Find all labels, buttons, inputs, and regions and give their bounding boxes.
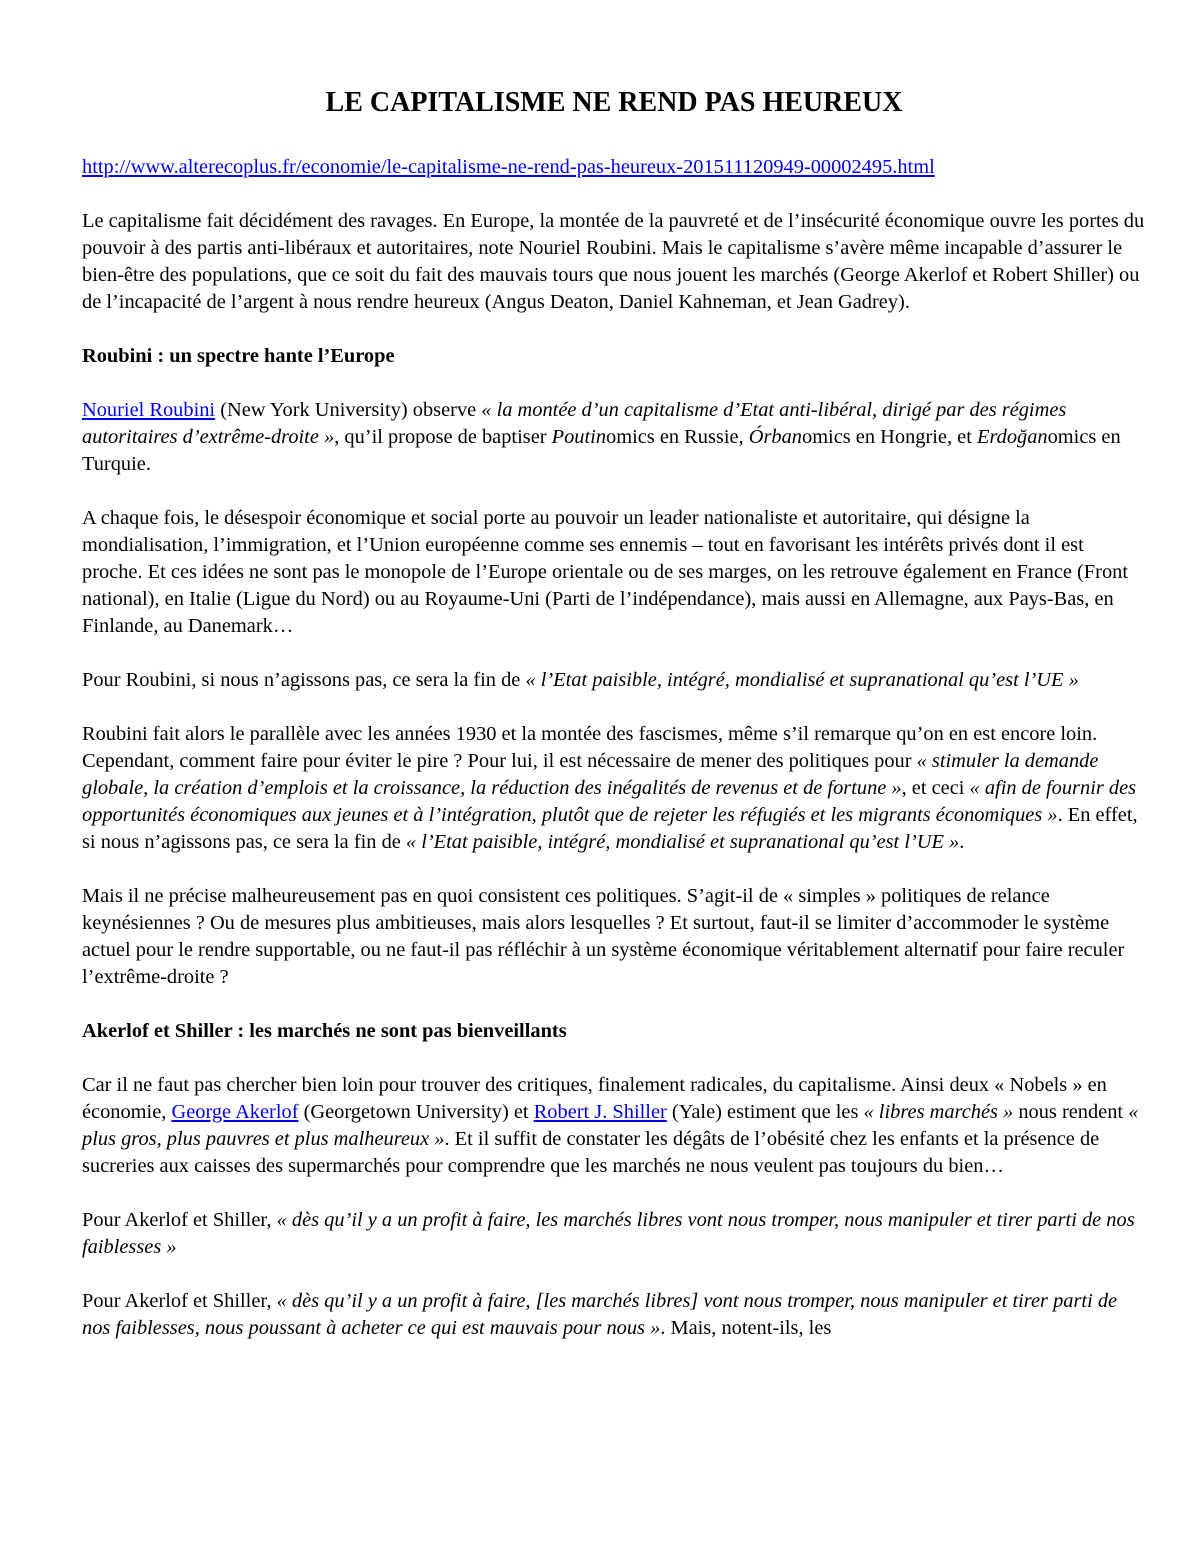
text-span: , et ceci [901,777,970,799]
roubini-paragraph-4 [82,721,1146,856]
intro-paragraph: Le capitalisme fait décidément des ravages. En Europe, la montée de la pauvreté et de l’insécurité économique ouvre les portes du pouvoir à des partis anti-libéraux et autoritaires, note Nouriel Roubini. Mais le capitalisme s’avère même incapable d’assurer le bien-être des populations, que ce soit du fait des mauvais tours que nous jouent les marchés (George Akerlof et Robert Shiller) ou de l’incapacité de l’argent à nous rendre heureux (Angus Deaton, Daniel Kahneman, et Jean Gadrey). [82,210,1145,313]
roubini-paragraph-3 [82,667,1146,694]
text-span: (Georgetown University) et [298,1101,534,1123]
text-span: . [959,831,965,853]
george-akerlof-link[interactable]: George Akerlof [171,1101,299,1123]
text-span: . En effet, si nous n’agissons pas, ce sera la fin de [82,804,1138,853]
text-span: Pour Roubini, si nous n’agissons pas, ce sera la fin de [82,669,526,691]
text-span: nous rendent [1013,1101,1129,1123]
roubini-paragraph-1 [82,397,1146,478]
roubini-paragraph-2: A chaque fois, le désespoir économique et social porte au pouvoir un leader nationaliste et autoritaire, qui désigne la mondialisation, l’immigration, et l’Union européenne comme ses ennemis – tout en favorisant les intérêts privés dont il est proche. Et ces idées ne sont pas le monopole de l’Europe orientale ou de ses marges, on les retrouve également en France (Front national), en Italie (Ligue du Nord) ou au Royaume-Uni (Parti de l’indépendance), mais aussi en Allemagne, aux Pays-Bas, en Finlande, au Danemark… [82,507,1128,637]
text-span: omics en Turquie. [82,426,1121,475]
quote-span: « dès qu’il y a un profit à faire, [les marchés libres] vont nous tromper, nous manipuler et tirer parti de nos faiblesses, nous poussant à acheter ce qui est mauvais pour nous » [82,1290,1118,1339]
text-span: , qu’il propose de baptiser [334,426,552,448]
text-span: (New York University) observe [215,399,482,421]
source-url-link[interactable]: http://www.alterecoplus.fr/economie/le-capitalisme-ne-rend-pas-heureux-201511120949-00002495.html [82,156,935,178]
text-span: omics en Russie, [606,426,749,448]
text-span: . Mais, notent-ils, les [660,1317,832,1339]
robert-shiller-link[interactable]: Robert J. Shiller [533,1101,667,1123]
akerlof-paragraph-3 [82,1288,1146,1342]
quote-span: « la montée d’un capitalisme d’Etat anti-libéral, dirigé par des régimes autoritaires d’extrême-droite » [82,399,1067,448]
emphasis-span: Poutin [551,426,607,448]
text-span: Pour Akerlof et Shiller, [82,1209,277,1231]
emphasis-span: Erdoğan [976,426,1048,448]
emphasis-span: Órban [748,426,802,448]
section-heading-akerlof-shiller: Akerlof et Shiller : les marchés ne sont pas bienveillants [82,1020,567,1042]
text-span: omics en Hongrie, et [802,426,977,448]
akerlof-paragraph-1 [82,1072,1146,1180]
text-span: Roubini fait alors le parallèle avec les années 1930 et la montée des fascismes, même s’il remarque qu’on en est encore loin. Cependant, comment faire pour éviter le pire ? Pour lui, il est nécessaire de mener des politiques pour [82,723,1098,772]
document-title: LE CAPITALISME NE REND PAS HEUREUX [325,87,903,118]
nouriel-roubini-link[interactable]: Nouriel Roubini [82,399,216,421]
akerlof-paragraph-2 [82,1207,1146,1261]
quote-span: « l’Etat paisible, intégré, mondialisé et supranational qu’est l’UE » [525,669,1079,691]
text-span: Car il ne faut pas chercher bien loin pour trouver des critiques, finalement radicales, du capitalisme. Ainsi deux « Nobels » en économie, [82,1074,1107,1123]
quote-span: « afin de fournir des opportunités économiques aux jeunes et à l’intégration, plutôt que de rejeter les réfugiés et les migrants économiques » [82,777,1137,826]
text-span: Pour Akerlof et Shiller, [82,1290,277,1312]
quote-span: « libres marchés » [863,1101,1014,1123]
text-span: . Et il suffit de constater les dégâts de l’obésité chez les enfants et la présence de sucreries aux caisses des supermarchés pour comprendre que les marchés ne nous veulent pas toujours du bien… [82,1128,1100,1177]
section-heading-roubini: Roubini : un spectre hante l’Europe [82,345,395,367]
document-page [82,86,1146,1369]
text-span: (Yale) estiment que les [666,1101,864,1123]
quote-span: « l’Etat paisible, intégré, mondialisé et supranational qu’est l’UE » [405,831,960,853]
quote-span: « plus gros, plus pauvres et plus malheureux » [82,1101,1139,1150]
roubini-paragraph-5: Mais il ne précise malheureusement pas en quoi consistent ces politiques. S’agit-il de « simples » politiques de relance keynésiennes ? Ou de mesures plus ambitieuses, mais alors lesquelles ? Et surtout, faut-il se limiter d’accommoder le système actuel pour le rendre supportable, ou ne faut-il pas réfléchir à un système économique véritablement alternatif pour faire reculer l’extrême-droite ? [82,885,1125,988]
quote-span: « stimuler la demande globale, la création d’emplois et la croissance, la réduction des inégalités de revenus et de fortune » [82,750,1099,799]
quote-span: « dès qu’il y a un profit à faire, les marchés libres vont nous tromper, nous manipuler et tirer parti de nos faiblesses » [82,1209,1135,1258]
source-url-paragraph [82,154,1146,181]
